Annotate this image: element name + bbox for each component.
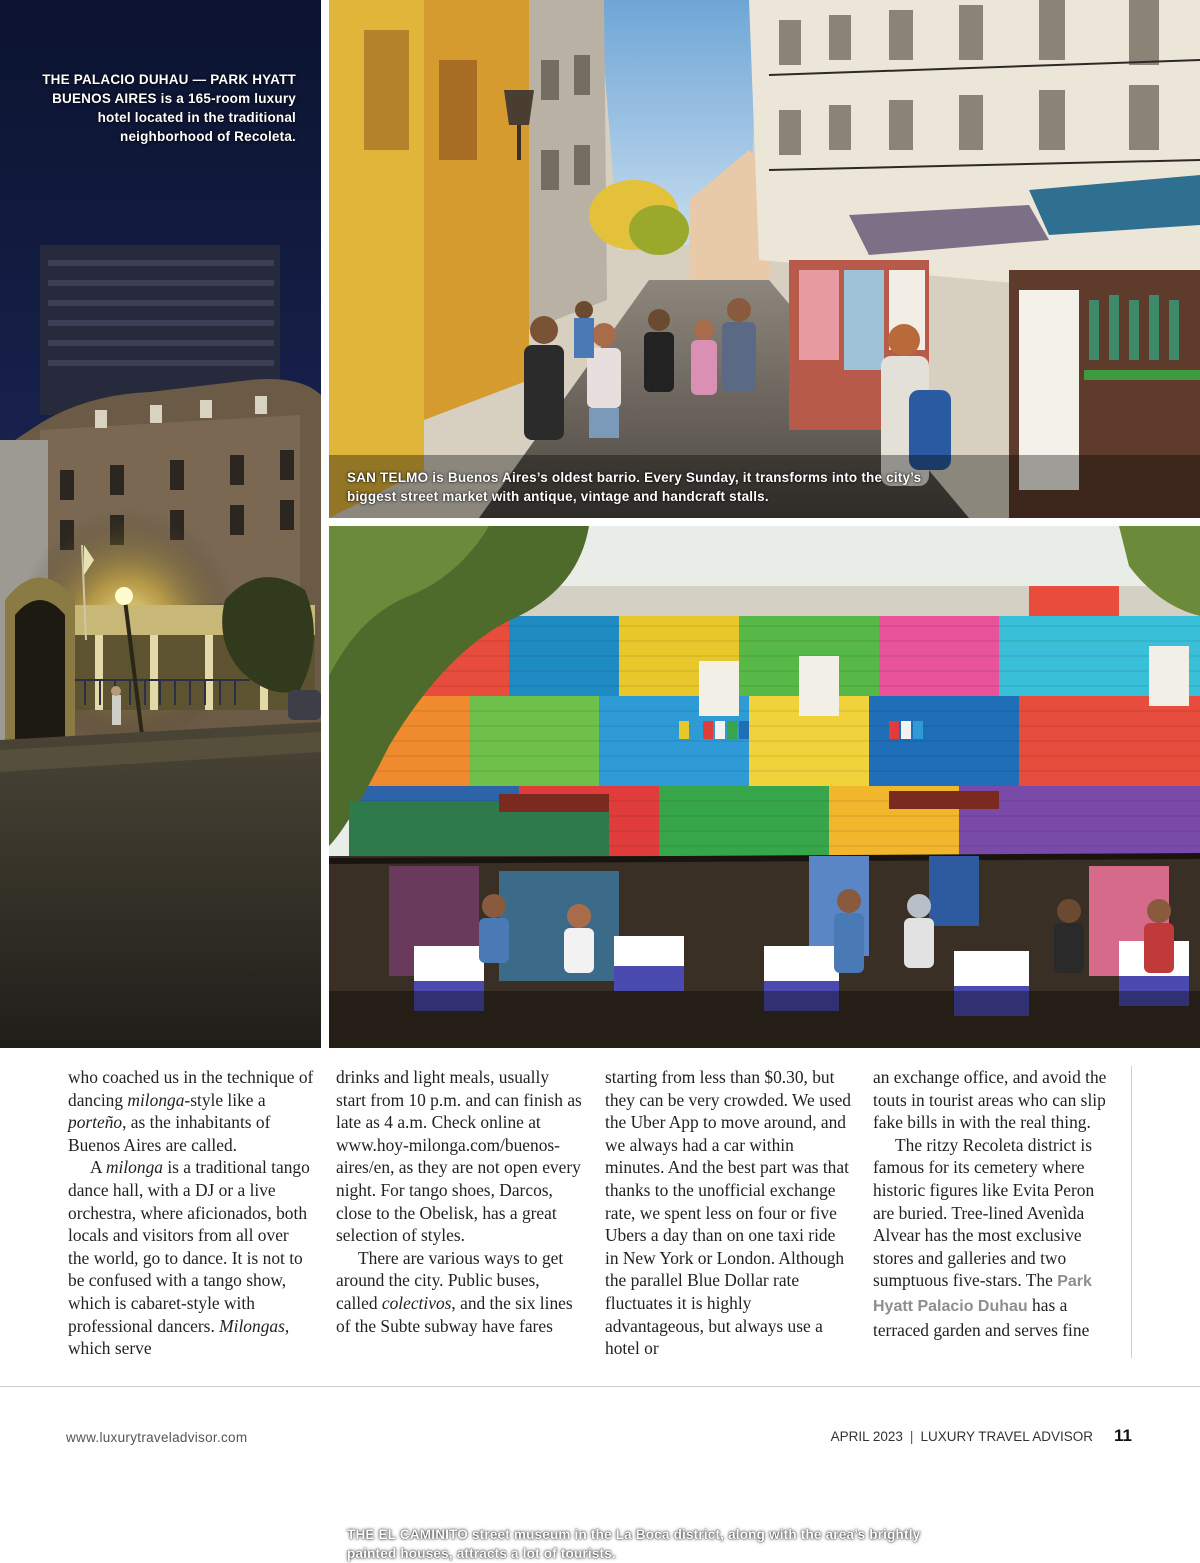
- photo-san-telmo: [329, 0, 1200, 518]
- italic-term: colectivos: [381, 1292, 452, 1313]
- footer-divider: [0, 1386, 1200, 1387]
- paragraph: drinks and light meals, usually start from 10 p.m. and can finish as late as 4 a.m. Check online at www.hoy-milonga.com/buenos-aires/en, as they are not open every night. For tango shoes, Darcos, close to the Obelisk, has a great selection of styles.: [336, 1067, 582, 1246]
- text-run: is a traditional tango dance hall, with a DJ or a live orchestra, where aficionados, both locals and visitors from all over the world, go to dance. It is not to be confused with a tango show, which is cabaret-style with professional dancers.: [68, 1157, 310, 1336]
- paragraph: [336, 1247, 582, 1337]
- page-number: 11: [1114, 1426, 1132, 1445]
- issue-date: APRIL 2023: [830, 1429, 903, 1444]
- article-column-3: [605, 1066, 851, 1360]
- paragraph: starting from less than $0.30, but they can be very crowded. We used the Uber App to move around, and we always had a car within minutes. And the best part was that thanks to the unofficial exchange rate, we spent less on four or five Ubers a day than on one taxi ride in New York or London. Although the parallel Blue Dollar rate fluctuates it is highly advantageous, but always use a hotel or: [605, 1067, 851, 1359]
- paragraph: [68, 1156, 314, 1359]
- text-run: , which serve: [68, 1315, 290, 1359]
- text-run: who coached us in the technique of dancing: [68, 1067, 314, 1110]
- paragraph: [68, 1066, 314, 1156]
- text-run: -style like a: [184, 1089, 266, 1110]
- text-run: The ritzy Recoleta district is famous for its cemetery where historic figures like Evita Peron are buried. Tree-lined Avenìda Alvear has the most exclusive stores and galleries and two sumptuous five-stars. The: [873, 1134, 1095, 1291]
- text-run: has a terraced garden and serves fine: [873, 1294, 1090, 1340]
- caption-caminito-text: street museum in the La Boca district, along with the area’s brightly painted houses, attracts a lot of tourists.: [347, 1527, 921, 1561]
- hotel-name-link[interactable]: Park Hyatt Palacio Duhau: [873, 1273, 1092, 1315]
- palacio-night-scene: [0, 0, 321, 1048]
- text-run: A: [90, 1157, 106, 1178]
- italic-term: porteño: [68, 1112, 123, 1133]
- caption-palacio-text: is a 165-room luxury hotel located in the traditional neighborhood of Recoleta.: [97, 91, 296, 144]
- caption-san-telmo-text: is Buenos Aires’s oldest barrio. Every Sunday, it transforms into the city’s biggest street market with antique, vintage and handcraft stalls.: [347, 470, 922, 504]
- text-run: There are various ways to get around the city. Public buses, called: [336, 1247, 564, 1313]
- article-column-4: [873, 1066, 1119, 1341]
- photo-palacio-duhau: [0, 0, 321, 1048]
- paragraph: [873, 1134, 1119, 1341]
- paragraph: an exchange office, and avoid the touts in tourist areas who can slip fake bills in with the real thing.: [873, 1067, 1107, 1133]
- magazine-name: LUXURY TRAVEL ADVISOR: [920, 1429, 1094, 1444]
- caption-san-telmo: [347, 468, 967, 506]
- caption-palacio-lead: THE PALACIO DUHAU — PARK HYATT BUENOS AIRES: [42, 72, 296, 106]
- text-run: , and the six lines of the Subte subway have fares: [336, 1292, 573, 1336]
- caption-san-telmo-lead: SAN TELMO: [347, 470, 429, 485]
- footer-website-url[interactable]: www.luxurytraveladvisor.com: [66, 1430, 248, 1445]
- article-column-1: [68, 1066, 314, 1360]
- folio-separator: |: [909, 1429, 914, 1444]
- italic-term: Milongas: [219, 1315, 285, 1336]
- san-telmo-market-scene: [329, 0, 1200, 518]
- caption-el-caminito: [347, 1525, 947, 1563]
- text-run: , as the inhabitants of Buenos Aires are called.: [68, 1112, 271, 1155]
- italic-term: milonga: [105, 1157, 163, 1178]
- italic-term: milonga: [127, 1089, 185, 1110]
- caption-caminito-lead: THE EL CAMINITO: [347, 1527, 469, 1542]
- caption-palacio: [36, 70, 296, 146]
- footer-folio: [831, 1426, 1132, 1446]
- column-divider: [1131, 1066, 1132, 1358]
- el-caminito-scene: [329, 526, 1200, 1048]
- article-column-2: [336, 1066, 582, 1337]
